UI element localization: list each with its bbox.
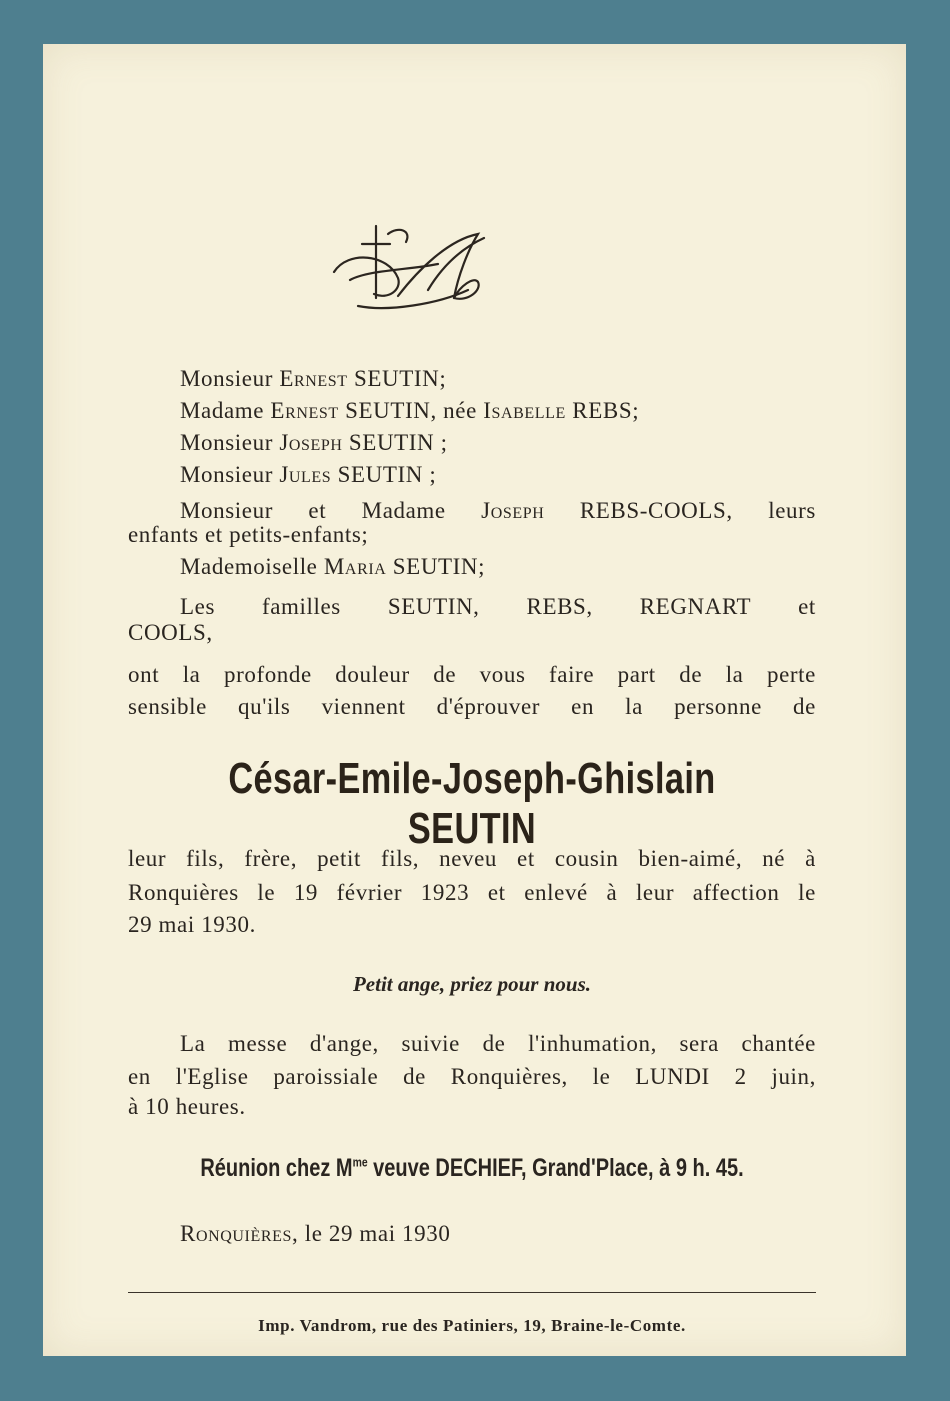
announce-line-1: ont la profonde douleur de vous faire part de la perte xyxy=(128,662,816,687)
place-date-line xyxy=(180,1220,450,1248)
family-line-6: enfants et petits-enfants; xyxy=(128,522,369,547)
mass-line-2: en l'Eglise paroissiale de Ronquières, le LUNDI 2 juin, xyxy=(128,1064,816,1089)
mass-line-3: à 10 heures. xyxy=(128,1094,246,1119)
letter-date: , le 29 mai 1930 xyxy=(292,1221,451,1246)
family-line-3: Monsieur Joseph SEUTIN ; xyxy=(180,430,448,455)
announce-line-2: sensible qu'ils viennent d'éprouver en la personne de xyxy=(128,694,816,719)
family-line-4: Monsieur Jules SEUTIN ; xyxy=(180,462,437,487)
printer-imprint: Imp. Vandrom, rue des Patiniers, 19, Braine-le-Comte. xyxy=(258,1316,686,1335)
family-line-1: Monsieur Ernest SEUTIN; xyxy=(180,366,447,391)
family-line-5: Monsieur et Madame Joseph REBS-COOLS, leurs xyxy=(180,498,816,523)
prayer-line: Petit ange, priez pour nous. xyxy=(352,972,592,996)
family-line-8: Les familles SEUTIN, REBS, REGNART et xyxy=(180,594,816,619)
family-line-9: COOLS, xyxy=(128,620,213,645)
divider-rule xyxy=(128,1292,816,1293)
monogram-letter: M xyxy=(328,220,329,221)
mass-line-1: La messe d'ange, suivie de l'inhumation, sera chantée xyxy=(180,1031,816,1056)
bio-line-3: 29 mai 1930. xyxy=(128,912,256,937)
place-name: Ronquières xyxy=(180,1221,293,1246)
family-line-7: Mademoiselle Maria SEUTIN; xyxy=(180,554,486,579)
family-line-2: Madame Ernest SEUTIN, née Isabelle REBS; xyxy=(180,398,640,423)
bio-line-1: leur fils, frère, petit fils, neveu et cousin bien-aimé, né à xyxy=(128,846,816,871)
bio-line-2: Ronquières le 19 février 1923 et enlevé à leur affection le xyxy=(128,880,816,905)
reunion-line: Réunion chez $M^{me}$ veuve DECHIEF, Grand'Place, à 9 h. 45. xyxy=(200,1154,744,1182)
cross-monogram-icon xyxy=(328,220,498,320)
deceased-name: César-Emile-Joseph-Ghislain SEUTIN xyxy=(228,754,716,853)
